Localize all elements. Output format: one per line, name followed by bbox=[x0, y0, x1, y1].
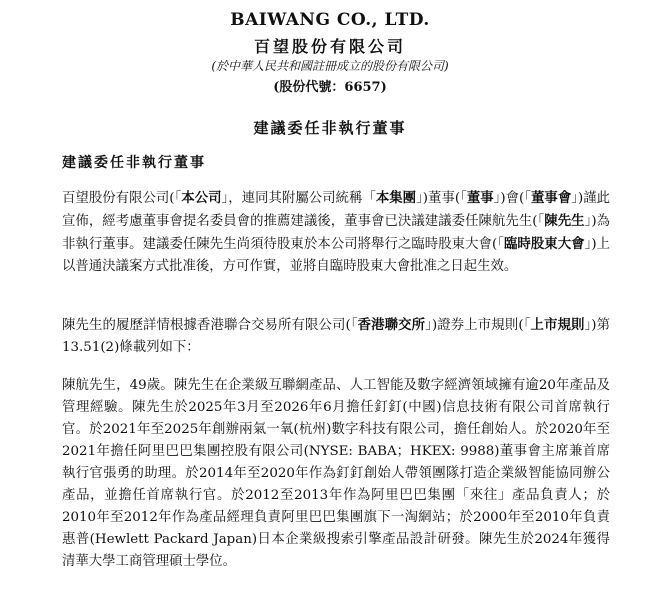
defined-term: 本集團 bbox=[375, 190, 417, 206]
company-name-zh: 百望股份有限公司 bbox=[253, 37, 406, 56]
incorporation-note: (於中華人民共和國註冊成立的股份有限公司) bbox=[211, 59, 449, 73]
paragraph-announcement: 百望股份有限公司(「本公司」，連同其附屬公司統稱「本集團」)董事(「董事」)會(「董事會」)謹此宣佈，經考慮董事會提名委員會的推薦建議後，董事會已決議建議委任陳航先生(「陳先生」)為非執行董事。建議委任陳先生尚須待股東於本公司將舉行之臨時股東大會(「臨時股東大會」)上以普通決議案方式批准後，方可作實，並將自臨時股東大會批准之日起生效。 bbox=[62, 190, 611, 274]
defined-term: 董事 bbox=[466, 190, 494, 206]
company-name-en: BAIWANG CO., LTD. bbox=[230, 10, 430, 30]
defined-term: 臨時股東大會 bbox=[503, 236, 585, 252]
defined-term: 陳先生 bbox=[544, 213, 585, 229]
paragraph-biography: 陳航先生，49歲。陳先生在企業級互聯網產品、人工智能及數字經濟領域擁有逾20年產品及管理經驗。陳先生於2025年3月至2026年6月擔任釘釘(中國)信息技術有限公司首席執行官。於2021年至2025年創辦兩氣一氧(杭州)數字科技有限公司，擔任創始人。於2020年至2021年擔任阿里巴巴集團控股有限公司(NYSE: BABA；HKEX: 9988)董事會主席兼首席執行官張勇的助理。於2014年至2020年作為釘釘創始人帶領團隊打造企業級智能協同辦公產品，並擔任首席執行官。於2012至2013年作為阿里巴巴集團「來往」產品負責人；於2010年至2012年作為產品經理負責阿里巴巴集團旗下一淘網站；於2000年至2010年負責惠普(Hewlett Packard Japan)日本企業級搜索引擎產品設計研發。陳先生於2024年獲得清華大學工商管理碩士學位。 bbox=[62, 378, 610, 569]
defined-term: 本公司 bbox=[181, 190, 222, 206]
defined-term: 董事會 bbox=[531, 190, 572, 206]
paragraph-biography-intro: 陳先生的履歷詳情根據香港聯合交易所有限公司(「香港聯交所」)證券上市規則(「上市規則」)第13.51(2)條載列如下： bbox=[62, 317, 610, 355]
stock-code: (股份代號：6657) bbox=[273, 80, 387, 95]
document-title: 建議委任非執行董事 bbox=[253, 119, 407, 137]
defined-term: 上市規則 bbox=[530, 317, 585, 333]
defined-term: 香港聯交所 bbox=[357, 317, 426, 333]
section-heading: 建議委任非執行董事 bbox=[62, 155, 206, 171]
